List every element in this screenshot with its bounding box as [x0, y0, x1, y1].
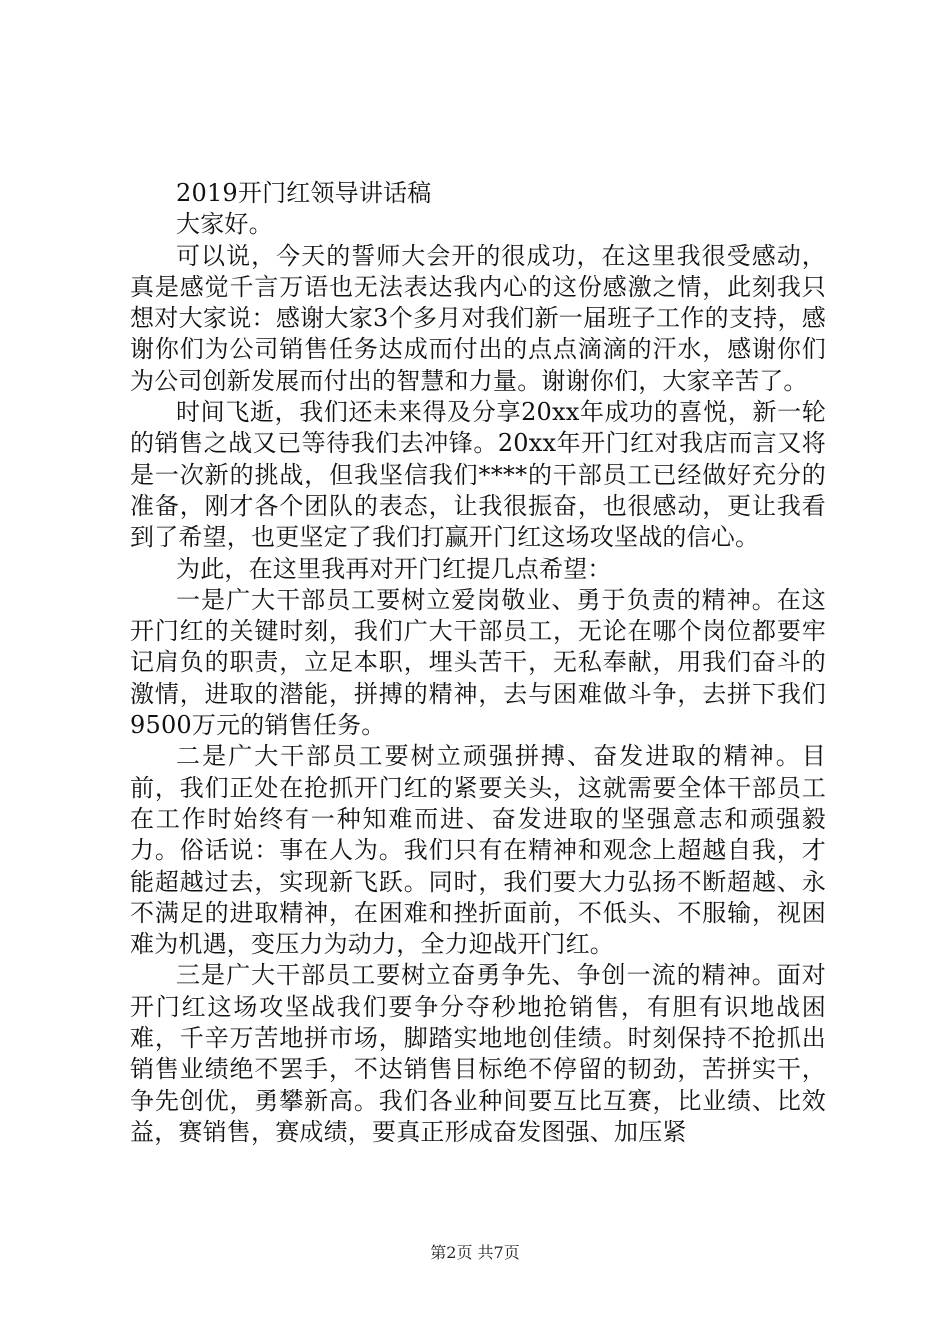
document-title: 2019开门红领导讲话稿 — [176, 179, 432, 207]
page-footer: 第2页 共7页 — [430, 1243, 520, 1262]
body-paragraph: 二是广大干部员工要树立顽强拼搏、奋发进取的精神。目前，我们正处在抢抓开门红的紧要关头，这就需要全体干部员工在工作时始终有一种知难而进、奋发进取的坚强意志和顽强毅力。俗话说：事在人为。我们只有在精神和观念上超越自我，才能超越过去，实现新飞跃。同时，我们要大力弘扬不断超越、永不满足的进取精神，在困难和挫折面前，不低头、不服输，视困难为机遇，变压力为动力，全力迎战开门红。 — [130, 742, 826, 959]
body-paragraph: 时间飞逝，我们还未来得及分享20xx年成功的喜悦，新一轮的销售之战又已等待我们去冲锋。20xx年开门红对我店而言又将是一次新的挑战，但我坚信我们****的干部员工已经做好充分的准备，刚才各个团队的表态，让我很振奋，也很感动，更让我看到了希望，也更坚定了我们打赢开门红这场攻坚战的信心。 — [130, 398, 826, 552]
document-body — [130, 178, 826, 1148]
body-paragraph: 一是广大干部员工要树立爱岗敬业、勇于负责的精神。在这开门红的关键时刻，我们广大干部员工，无论在哪个岗位都要牢记肩负的职责，立足本职，埋头苦干，无私奉献，用我们奋斗的激情，进取的潜能，拼搏的精神，去与困难做斗争，去拼下我们9500万元的销售任务。 — [130, 585, 826, 740]
body-paragraph: 三是广大干部员工要树立奋勇争先、争创一流的精神。面对开门红这场攻坚战我们要争分夺秒地抢销售，有胆有识地战困难，千辛万苦地拼市场，脚踏实地地创佳绩。时刻保持不抢抓出销售业绩绝不罢手，不达销售目标绝不停留的韧劲，苦拼实干，争先创优，勇攀新高。我们各业种间要互比互赛，比业绩、比效益，赛销售，赛成绩，要真正形成奋发图强、加压紧 — [130, 961, 826, 1146]
greeting-paragraph: 大家好。 — [176, 210, 273, 239]
body-paragraph: 可以说，今天的誓师大会开的很成功，在这里我很受感动，真是感觉千言万语也无法表达我内心的这份感激之情，此刻我只想对大家说：感谢大家3个多月对我们新一届班子工作的支持，感谢你们为公司销售任务达成而付出的点点滴滴的汗水，感谢你们为公司创新发展而付出的智慧和力量。谢谢你们，大家辛苦了。 — [130, 241, 826, 395]
body-paragraph: 为此，在这里我再对开门红提几点希望： — [176, 554, 612, 583]
